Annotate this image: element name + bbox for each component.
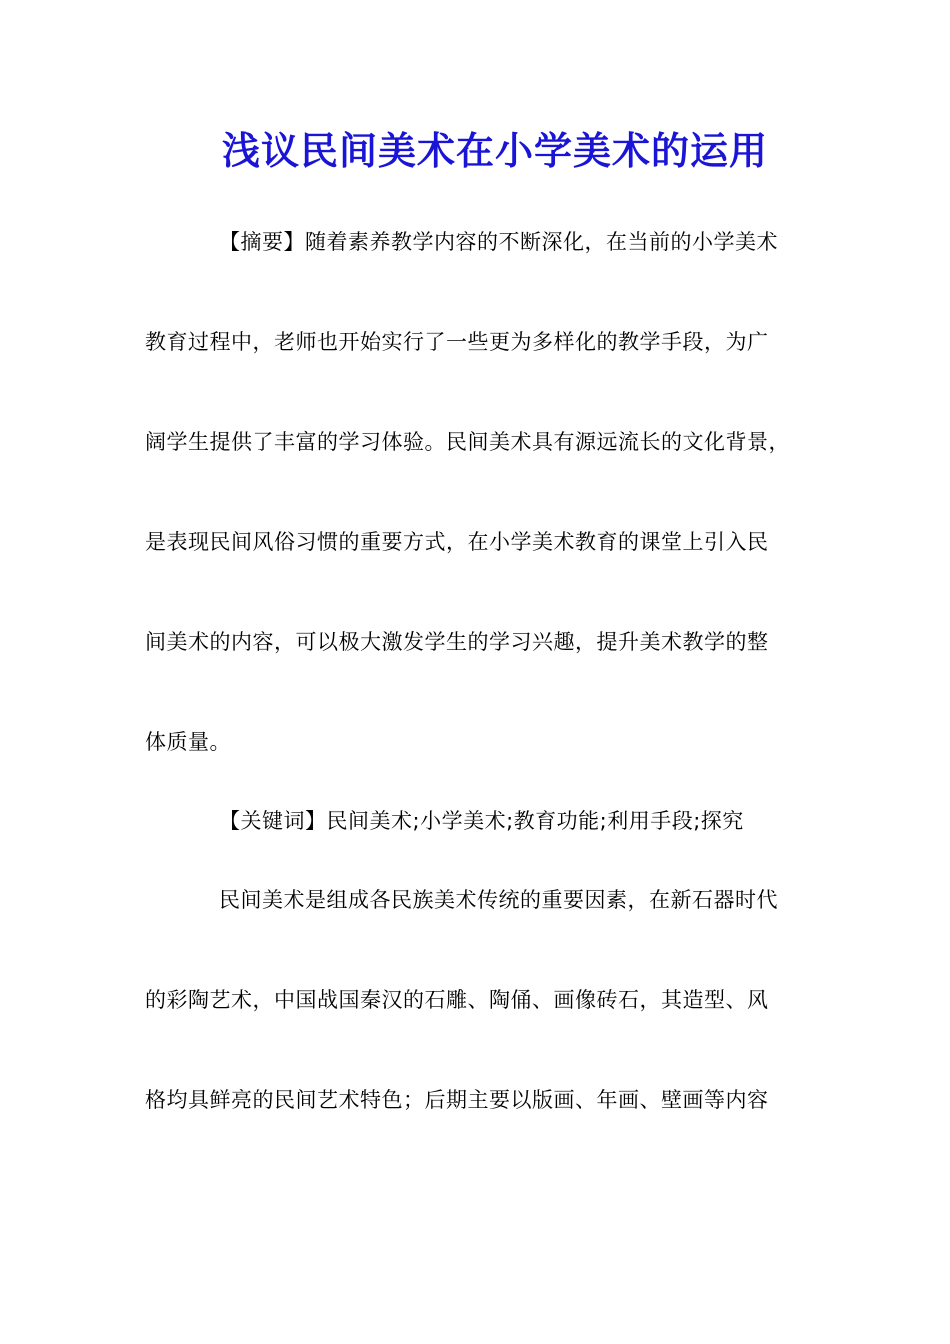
abstract-line-4: 是表现民间风俗习惯的重要方式，在小学美术教育的课堂上引入民 xyxy=(145,530,769,554)
document-title: 浅议民间美术在小学美术的运用 xyxy=(221,128,768,173)
body-line-3: 格均具鲜亮的民间艺术特色；后期主要以版画、年画、壁画等内容 xyxy=(145,1088,769,1112)
abstract-line-6: 体质量。 xyxy=(145,730,231,754)
abstract-line-1: 【摘要】随着素养教学内容的不断深化，在当前的小学美术 xyxy=(219,230,778,254)
keywords-line: 【关键词】民间美术;小学美术;教育功能;利用手段;探究 xyxy=(219,809,744,833)
body-line-2: 的彩陶艺术，中国战国秦汉的石雕、陶俑、画像砖石，其造型、风 xyxy=(145,988,769,1012)
abstract-line-5: 间美术的内容，可以极大激发学生的学习兴趣，提升美术教学的整 xyxy=(145,630,769,654)
body-line-1: 民间美术是组成各民族美术传统的重要因素，在新石器时代 xyxy=(219,888,778,912)
abstract-line-2: 教育过程中，老师也开始实行了一些更为多样化的教学手段，为广 xyxy=(145,330,769,354)
abstract-line-3: 阔学生提供了丰富的学习体验。民间美术具有源远流长的文化背景， xyxy=(145,430,790,454)
